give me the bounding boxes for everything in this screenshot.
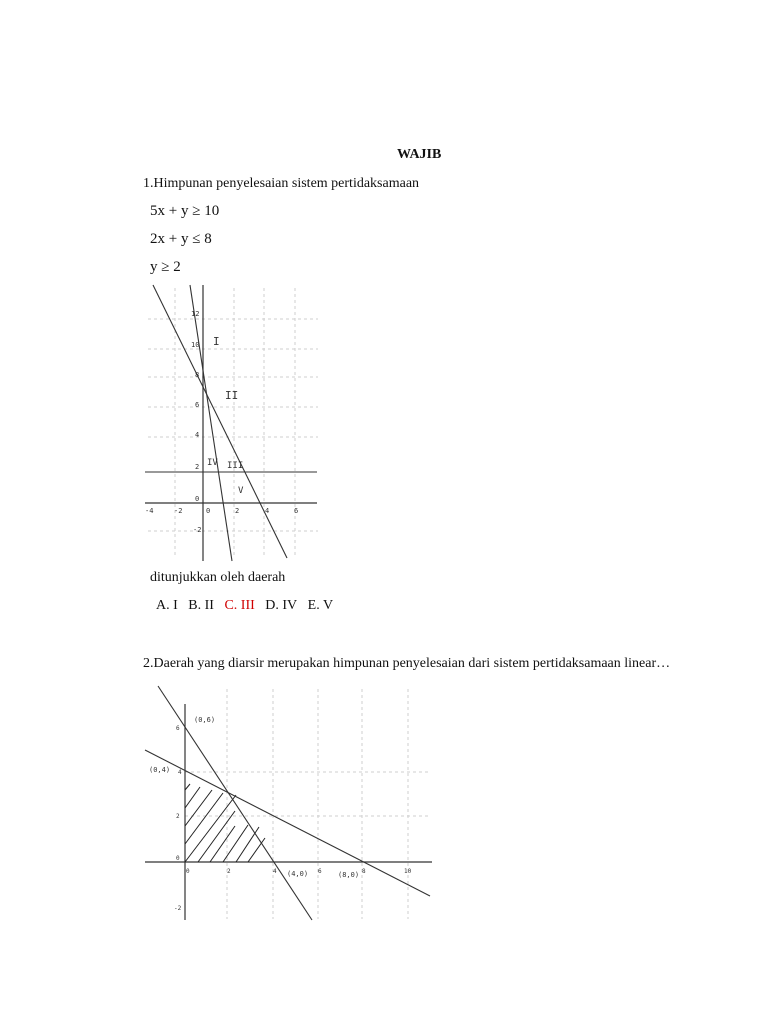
question-1-prompt: 1.Himpunan penyelesaian sistem pertidaksamaan: [143, 176, 420, 191]
x-tick-2: 2: [235, 507, 240, 515]
page-heading: WAJIB: [397, 147, 442, 162]
option-a[interactable]: A. I: [156, 598, 178, 613]
question-1-followup: ditunjukkan oleh daerah: [150, 570, 286, 585]
graph-2-x-tick-8: 8: [362, 868, 366, 875]
point-label-8-0: (8,0): [338, 871, 360, 879]
graph-2-y-tick-0: 0: [176, 855, 180, 862]
region-label-III: III: [227, 461, 244, 471]
region-label-IV: IV: [207, 458, 218, 468]
question-2-graph: [140, 684, 440, 924]
graph-2-x-tick-10: 10: [404, 868, 412, 875]
graph-1-grid: [148, 288, 318, 558]
x-tick-neg4: -4: [145, 507, 154, 515]
x-tick-0: 0: [206, 507, 211, 515]
graph-2-x-tick-4: 4: [273, 868, 277, 875]
y-tick-0: 0: [195, 495, 200, 503]
graph-2-x-tick-6: 6: [318, 868, 322, 875]
region-label-I: I: [213, 335, 220, 348]
inequality-1: 5x + y ≥ 10: [150, 203, 220, 219]
answer-options: [156, 598, 333, 614]
line-5x-plus-y-10: [190, 285, 232, 561]
y-tick-12: 12: [191, 310, 200, 318]
option-c-correct[interactable]: C. III: [224, 598, 255, 613]
graph-2-grid: [185, 689, 430, 919]
y-tick-2: 2: [195, 463, 200, 471]
graph-2-y-tick-6: 6: [176, 725, 180, 732]
inequality-3: y ≥ 2: [150, 259, 181, 275]
y-tick-neg2: -2: [193, 526, 202, 534]
x-tick-6: 6: [294, 507, 299, 515]
line-through-0-6-and-4-0: [158, 686, 312, 920]
y-tick-4: 4: [195, 431, 200, 439]
y-tick-8: 8: [195, 371, 200, 379]
option-b[interactable]: B. II: [188, 598, 214, 613]
point-label-0-4: (0,4): [149, 766, 171, 774]
graph-2-x-tick-2: 2: [227, 868, 231, 875]
shaded-region: [185, 784, 265, 862]
line-2x-plus-y-8: [153, 285, 287, 558]
point-label-4-0: (4,0): [287, 870, 309, 878]
x-tick-neg2: -2: [174, 507, 183, 515]
graph-2-y-tick-2: 2: [176, 813, 180, 820]
inequality-2: 2x + y ≤ 8: [150, 231, 212, 247]
question-2-prompt: 2.Daerah yang diarsir merupakan himpunan penyelesaian dari sistem pertidaksamaan linear…: [143, 656, 671, 671]
region-label-II: II: [225, 389, 239, 402]
question-1-graph: [143, 283, 323, 563]
graph-2-y-tick-neg2: -2: [174, 905, 182, 912]
y-tick-10: 10: [191, 341, 200, 349]
x-tick-4: 4: [265, 507, 270, 515]
option-d[interactable]: D. IV: [265, 598, 298, 613]
y-tick-6: 6: [195, 401, 200, 409]
option-e[interactable]: E. V: [307, 598, 334, 613]
region-label-V: V: [238, 486, 244, 496]
graph-2-x-tick-0: 0: [186, 868, 190, 875]
graph-2-y-tick-4: 4: [178, 769, 182, 776]
point-label-0-6: (0,6): [194, 716, 216, 724]
